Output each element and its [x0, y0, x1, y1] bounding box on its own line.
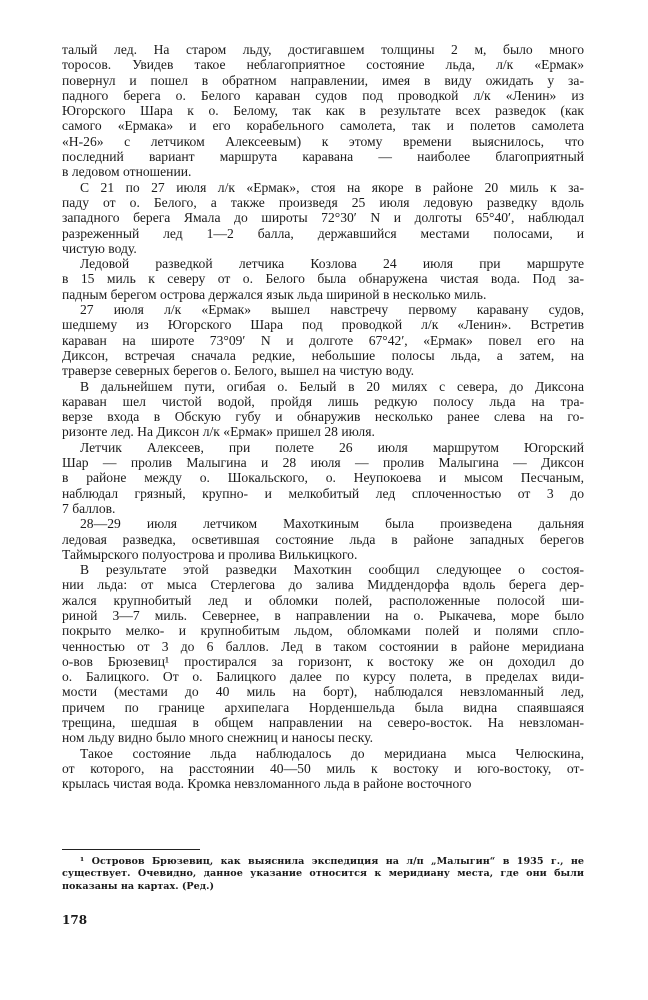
- text-line: Шар — пролив Малыгина и 28 июля — пролив Малыгина — Диксон: [62, 455, 584, 471]
- text-line: 7 баллов.: [62, 500, 116, 516]
- text-line: торосов. Увидев такое неблагоприятное состояние льда, л/к «Ермак»: [62, 57, 584, 73]
- text-line: караван на широте 73°09′ N и долготе 67°42′, «Ермак» повел его на: [62, 332, 584, 348]
- text-line: В результате этой разведки Махоткин сообщил следующее о состоя-: [80, 562, 584, 578]
- text-line: падного берега о. Белого караван судов под проводкой л/к «Ленин» из: [62, 87, 584, 103]
- text-line: мости (местами до 40 миль на борт), наблюдался невзломанный лед,: [62, 684, 584, 700]
- text-line: Таймырского полуострова и пролива Вилькицкого.: [62, 546, 358, 562]
- text-line: крылась чистая вода. Кромка невзломанного льда в районе восточного: [62, 776, 472, 792]
- text-line: в районе между о. Шокальского, о. Неупокоева и мысом Песчаным,: [62, 470, 584, 486]
- text-line: Ледовой разведкой летчика Козлова 24 июля при маршруте: [80, 256, 584, 272]
- text-line: самого «Ермака» и его корабельного самолета, так и полетов самолета: [62, 118, 584, 134]
- text-line: повернул и пошел в обратном направлении, имея в виду ожидать у за-: [62, 72, 584, 88]
- text-line: траверзе северных берегов о. Белого, вышел на чистую воду.: [62, 363, 415, 379]
- text-line: в ледовом отношении.: [62, 164, 192, 180]
- text-line: В дальнейшем пути, огибая о. Белый в 20 милях с севера, до Диксона: [80, 378, 584, 394]
- text-line: Летчик Алексеев, при полете 26 июля маршрутом Югорский: [80, 439, 584, 455]
- text-line: о. Балицкого. От о. Балицкого далее по курсу полета, в пределах види-: [62, 669, 584, 685]
- footnote-line: показаны на картах. (Ред.): [62, 880, 215, 892]
- text-line: верзе входа в Обскую губу и обнаружив несколько ранее слева на го-: [62, 409, 584, 425]
- text-line: последний вариант маршрута каравана — наиболее благоприятный: [62, 149, 584, 165]
- text-line: Диксон, встречая сначала редкие, небольшие полосы льда, а затем, на: [62, 347, 584, 363]
- text-line: 27 июля л/к «Ермак» вышел навстречу первому каравану судов,: [80, 302, 584, 318]
- text-line: трещина, шедшая в общем направлении на северо-восток. На невзломан-: [62, 715, 584, 731]
- text-line: западного берега Ямала до широты 72°30′ N и долготы 65°40′, наблюдал: [62, 210, 584, 226]
- text-line: в 15 миль к северу от о. Белого была обнаружена чистая вода. Под за-: [62, 271, 584, 287]
- footnote-divider: [62, 849, 200, 850]
- footnote-line: ¹ Островов Брюзевиц, как выяснила экспедиция на л/п „Малыгин“ в 1935 г., не: [80, 856, 584, 867]
- main-text: [62, 42, 584, 792]
- text-line: чистую воду.: [62, 240, 137, 256]
- text-line: разреженный лед 1—2 балла, державшийся местами полосами, и: [62, 225, 584, 241]
- text-line: ледовая разведка, осветившая состояние льда в районе западных берегов: [62, 531, 584, 547]
- text-line: от которого, на расстоянии 40—50 миль к востоку и юго-востоку, от-: [62, 760, 584, 776]
- text-line: риной 3—7 миль. Севернее, в направлении на о. Рыкачева, море было: [62, 607, 584, 623]
- text-line: шедшему из Югорского Шара под проводкой л/к «Ленин». Встретив: [62, 317, 584, 333]
- text-line: причем по границе архипелага Норденшельда была видна спаявшаяся: [62, 699, 584, 715]
- text-line: караван шел чистой водой, пройдя лишь редкую полосу льда на тра-: [62, 393, 584, 409]
- text-line: покрыто мелко- и крупнобитым льдом, обломками полей и полями спло-: [62, 623, 584, 639]
- text-line: падным берегом острова держался язык льда шириной в несколько миль.: [62, 286, 487, 302]
- footnote: [62, 856, 584, 893]
- text-line: о-вов Брюзевиц¹ простирался за горизонт, к востоку же он доходил до: [62, 653, 584, 669]
- text-line: ном льду видно было много снежниц и наносы песку.: [62, 730, 373, 746]
- text-line: С 21 по 27 июля л/к «Ермак», стоя на якоре в районе 20 миль к за-: [80, 179, 584, 195]
- text-line: «Н-26» с летчиком Алексеевым) к этому времени выяснилось, что: [62, 133, 584, 149]
- text-line: ченностью от 3 до 6 баллов. Лед в таком состоянии в районе меридиана: [62, 638, 584, 654]
- text-line: ризонте лед. На Диксон л/к «Ермак» пришел 28 июля.: [62, 424, 375, 440]
- text-line: паду от о. Белого, а также произведя 25 июля ледовую разведку вдоль: [62, 194, 584, 210]
- text-line: жался крупнобитый лед и обломки полей, расположенные полосой ши-: [62, 592, 584, 608]
- footnote-line: существует. Очевидно, данное указание относится к меридиану места, где они были: [62, 868, 584, 880]
- text-line: талый лед. На старом льду, достигавшем толщины 2 м, было много: [62, 42, 584, 57]
- text-line: 28—29 июля летчиком Махоткиным была произведена дальняя: [80, 516, 584, 532]
- text-line: Югорского Шара к о. Белому, так как в результате всех разведок (как: [62, 103, 584, 119]
- page-number: 178: [62, 913, 88, 927]
- text-line: наблюдал грязный, крупно- и мелкобитый лед сплоченностью от 3 до: [62, 485, 584, 501]
- text-line: Такое состояние льда наблюдалось до меридиана мыса Челюскина,: [80, 745, 584, 761]
- text-line: нии льда: от мыса Стерлегова до залива Миддендорфа вдоль берега дер-: [62, 577, 584, 593]
